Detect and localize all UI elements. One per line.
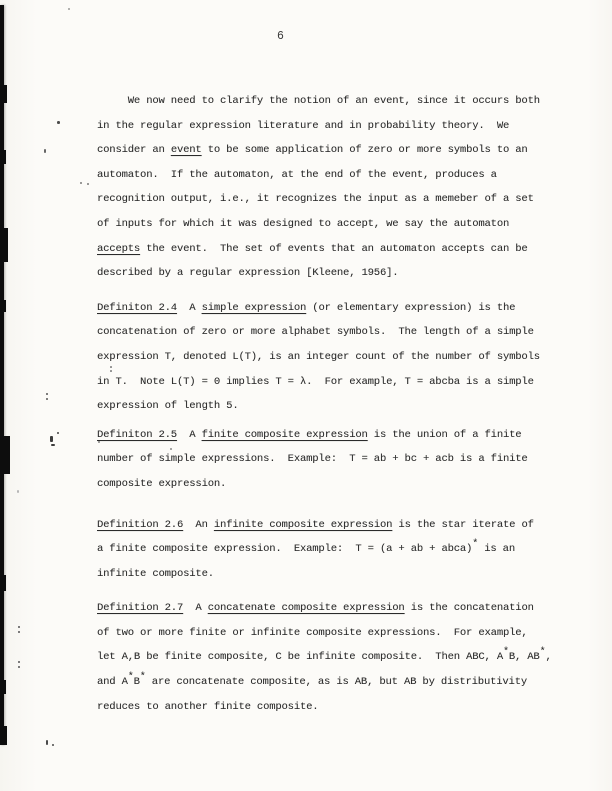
text-line (97, 370, 567, 395)
text-segment: to be some application of zero or more symbols to an (201, 144, 528, 157)
text-line (97, 296, 567, 321)
scan-edge-blob (0, 726, 7, 745)
text-segment: , (545, 651, 552, 664)
text-line (97, 537, 567, 562)
scan-edge-blob (0, 85, 7, 103)
text-line (97, 447, 567, 472)
scan-speck (50, 436, 53, 442)
text-line (97, 621, 567, 646)
page-number: 6 (277, 30, 284, 43)
text-line (97, 394, 567, 419)
text-segment: concatenation of zero or more alphabet symbols. The length of a simple (97, 326, 534, 339)
underlined-term: finite composite expression (201, 428, 368, 441)
paragraph-event-clarification (97, 89, 567, 286)
definition-2-7-concatenate-composite-expression (97, 596, 567, 719)
text-segment: A (176, 428, 202, 441)
superscript-star: * (472, 539, 479, 551)
text-line (97, 320, 567, 345)
scan-edge-blob (0, 300, 6, 312)
superscript-star: * (127, 672, 134, 684)
definition-2-6-infinite-composite-expression (97, 513, 567, 587)
scan-speck (87, 183, 89, 185)
scan-edge-blob (0, 150, 6, 164)
definition-2-5-finite-composite-expression (97, 423, 567, 497)
text-segment: consider an (97, 144, 171, 157)
text-line (97, 212, 567, 237)
text-segment: described by a regular expression [Kleene, 1956]. (97, 267, 399, 280)
scan-speck (46, 393, 48, 395)
scan-speck (57, 121, 60, 124)
text-segment: is the star iterate of (392, 518, 534, 531)
text-segment: B, AB (508, 651, 540, 664)
superscript-star: * (139, 672, 146, 684)
text-segment: is the concatenation (404, 602, 534, 615)
underlined-term: Definiton 2.5 (97, 428, 177, 441)
text-segment: reduces to another finite composite. (97, 700, 319, 713)
scan-speck (46, 740, 48, 745)
text-line (97, 472, 567, 497)
text-segment: in T. Note L(T) = 0 implies T = λ. For example, T = abcba is a simple (97, 375, 534, 388)
text-line (97, 163, 567, 188)
scan-speck (52, 744, 54, 746)
text-segment: We now need to clarify the notion of an event, since it occurs both (97, 95, 540, 107)
text-segment: B (133, 676, 140, 689)
text-segment: number of simple expressions. Example: T = ab + bc + acb is a finite (97, 453, 528, 466)
text-line (97, 237, 567, 262)
text-segment: (or elementary expression) is the (306, 301, 516, 314)
scan-speck (18, 666, 20, 668)
text-line (97, 345, 567, 370)
text-line (97, 695, 567, 720)
text-segment: expression of length 5. (97, 400, 239, 413)
underlined-term: infinite composite expression (213, 518, 393, 531)
scan-edge-strip (0, 5, 4, 745)
text-line (97, 645, 567, 670)
scan-edge-blob (0, 575, 6, 591)
scan-speck (51, 444, 55, 446)
scan-speck (18, 631, 20, 633)
text-segment: are concatenate composite, as is AB, but AB by distributivity (145, 676, 528, 689)
text-line (97, 423, 567, 448)
scan-speck (68, 8, 70, 10)
text-line (97, 596, 567, 621)
underlined-term: concatenate composite expression (207, 602, 405, 615)
underlined-term: Definiton 2.4 (97, 301, 177, 314)
text-line (97, 114, 567, 139)
definition-2-4-simple-expression (97, 296, 567, 419)
text-segment: is the union of a finite (367, 428, 522, 441)
scan-edge-blob (0, 436, 10, 474)
underlined-term: simple expression (201, 301, 307, 314)
text-segment: in the regular expression literature and in probability theory. We (97, 119, 510, 132)
scan-speck (57, 432, 59, 434)
document-body (97, 89, 567, 719)
text-segment: is an (478, 543, 515, 556)
text-line (97, 670, 567, 695)
text-line (97, 261, 567, 286)
scan-speck (44, 149, 46, 153)
scan-edge-blob (0, 680, 6, 694)
underlined-term: accepts (97, 242, 141, 255)
text-segment: a finite composite expression. Example: T = (a + ab + abca) (97, 543, 473, 556)
superscript-star: * (502, 647, 509, 659)
text-segment: automaton. If the automaton, at the end of the event, produces a (97, 168, 497, 181)
scan-speck (46, 398, 48, 400)
text-line (97, 562, 567, 587)
text-segment: composite expression. (97, 477, 227, 490)
underlined-term: event (170, 144, 202, 157)
text-segment: recognition output, i.e., it recognizes the input as a memeber of a set (97, 193, 534, 206)
text-line (97, 138, 567, 163)
scan-speck (18, 661, 20, 663)
text-segment: and A (97, 676, 128, 689)
text-segment: of inputs for which it was designed to accept, we say the automaton (97, 217, 510, 230)
text-segment: An (183, 518, 214, 531)
underlined-term: Definition 2.6 (97, 518, 184, 531)
text-segment: of two or more finite or infinite composite expressions. For example, (97, 626, 528, 639)
scan-edge-blob (0, 228, 8, 262)
text-segment: let A,B be finite composite, C be infinite composite. Then ABC, A (97, 651, 503, 664)
text-segment: A (176, 301, 202, 314)
underlined-term: Definition 2.7 (97, 602, 184, 615)
text-segment: A (183, 602, 208, 615)
text-segment: expression T, denoted L(T), is an integer count of the number of symbols (97, 350, 540, 363)
scan-speck (17, 490, 19, 493)
superscript-star: * (539, 647, 546, 659)
text-line (97, 513, 567, 538)
scan-speck (80, 182, 82, 184)
text-line (97, 187, 567, 212)
text-segment: infinite composite. (97, 567, 214, 580)
text-line (97, 89, 567, 114)
text-segment: the event. The set of events that an automaton accepts can be (140, 242, 528, 255)
scan-speck (18, 626, 20, 628)
